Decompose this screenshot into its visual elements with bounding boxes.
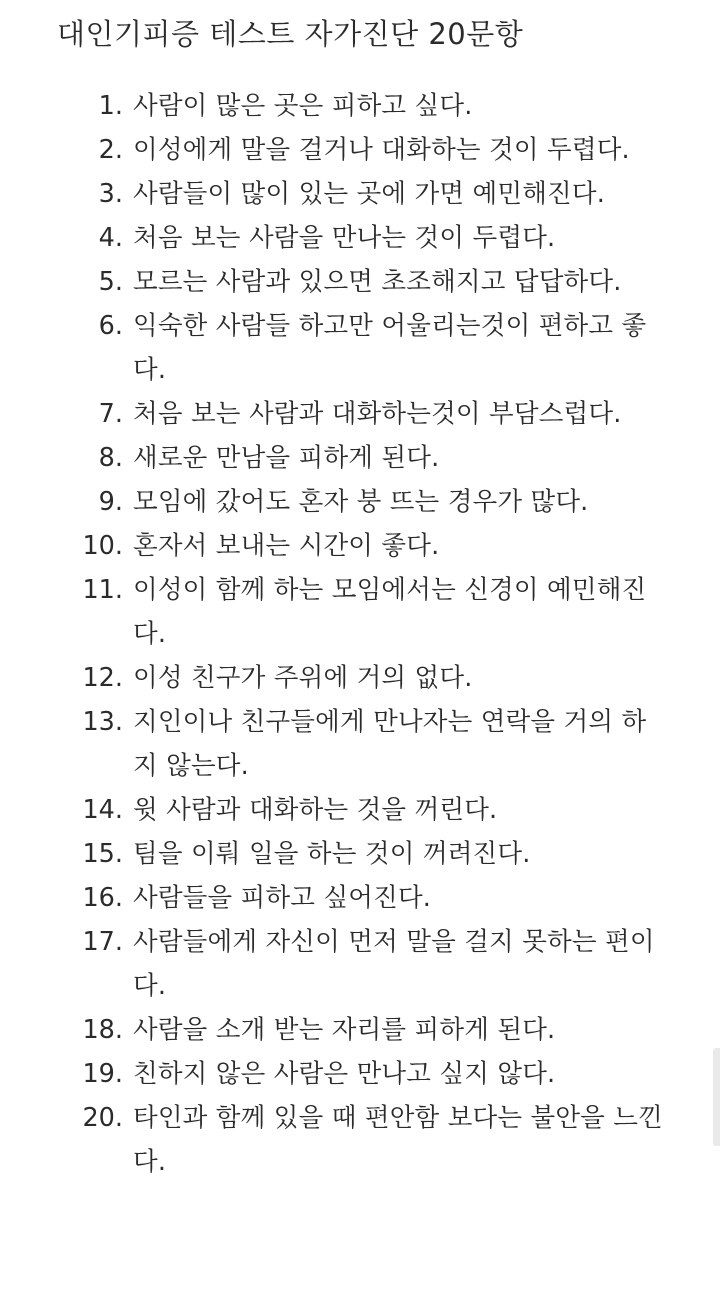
item-number: 2. (98, 135, 123, 165)
item-number: 19. (82, 1059, 123, 1089)
list-item (0, 524, 720, 568)
list-item (0, 172, 720, 216)
item-text: 익숙한 사람들 하고만 어울리는것이 편하고 좋다. (133, 311, 647, 385)
item-text: 사람들에게 자신이 먼저 말을 걸지 못하는 편이다. (133, 927, 655, 1001)
item-text: 팀을 이뤄 일을 하는 것이 꺼려진다. (133, 839, 531, 869)
list-item (0, 1096, 720, 1184)
item-text: 사람들이 많이 있는 곳에 가면 예민해진다. (133, 179, 605, 209)
question-list (0, 84, 720, 1184)
page-title: 대인기피증 테스트 자가진단 20문항 (57, 17, 524, 51)
list-item (0, 260, 720, 304)
item-text: 새로운 만남을 피하게 된다. (133, 443, 440, 473)
list-item (0, 876, 720, 920)
item-text: 친하지 않은 사람은 만나고 싶지 않다. (133, 1059, 556, 1089)
list-item (0, 656, 720, 700)
item-number: 6. (98, 311, 123, 341)
item-text: 사람들을 피하고 싶어진다. (133, 883, 432, 913)
item-number: 3. (98, 179, 123, 209)
item-text: 처음 보는 사람과 대화하는것이 부담스럽다. (133, 399, 622, 429)
list-item (0, 216, 720, 260)
item-number: 15. (82, 839, 123, 869)
item-number: 4. (98, 223, 123, 253)
item-text: 처음 보는 사람을 만나는 것이 두렵다. (133, 223, 556, 253)
item-text: 이성 친구가 주위에 거의 없다. (133, 663, 473, 693)
list-item (0, 568, 720, 656)
item-number: 17. (82, 927, 123, 957)
item-number: 10. (82, 531, 123, 561)
item-number: 9. (98, 487, 123, 517)
item-number: 11. (82, 575, 123, 605)
list-item (0, 700, 720, 788)
item-text: 혼자서 보내는 시간이 좋다. (133, 531, 440, 561)
item-number: 13. (82, 707, 123, 737)
item-text: 타인과 함께 있을 때 편안함 보다는 불안을 느낀다. (133, 1103, 663, 1177)
list-item (0, 832, 720, 876)
item-text: 모르는 사람과 있으면 초조해지고 답답하다. (133, 267, 622, 297)
item-text: 모임에 갔어도 혼자 붕 뜨는 경우가 많다. (133, 487, 589, 517)
item-number: 18. (82, 1015, 123, 1045)
list-item (0, 84, 720, 128)
item-number: 20. (82, 1103, 123, 1133)
item-number: 16. (82, 883, 123, 913)
list-item (0, 436, 720, 480)
list-item (0, 304, 720, 392)
list-item (0, 392, 720, 436)
item-number: 1. (98, 91, 123, 121)
item-text: 이성이 함께 하는 모임에서는 신경이 예민해진다. (133, 575, 647, 649)
list-item (0, 920, 720, 1008)
scrollbar-thumb[interactable] (713, 1048, 720, 1146)
item-text: 지인이나 친구들에게 만나자는 연락을 거의 하지 않는다. (133, 707, 647, 781)
item-number: 7. (98, 399, 123, 429)
list-item (0, 480, 720, 524)
item-number: 5. (98, 267, 123, 297)
list-item (0, 1008, 720, 1052)
item-text: 윗 사람과 대화하는 것을 꺼린다. (133, 795, 498, 825)
list-item (0, 128, 720, 172)
item-number: 12. (82, 663, 123, 693)
item-number: 14. (82, 795, 123, 825)
item-text: 사람이 많은 곳은 피하고 싶다. (133, 91, 473, 121)
item-text: 이성에게 말을 걸거나 대화하는 것이 두렵다. (133, 135, 630, 165)
list-item (0, 1052, 720, 1096)
item-number: 8. (98, 443, 123, 473)
list-item (0, 788, 720, 832)
item-text: 사람을 소개 받는 자리를 피하게 된다. (133, 1015, 556, 1045)
